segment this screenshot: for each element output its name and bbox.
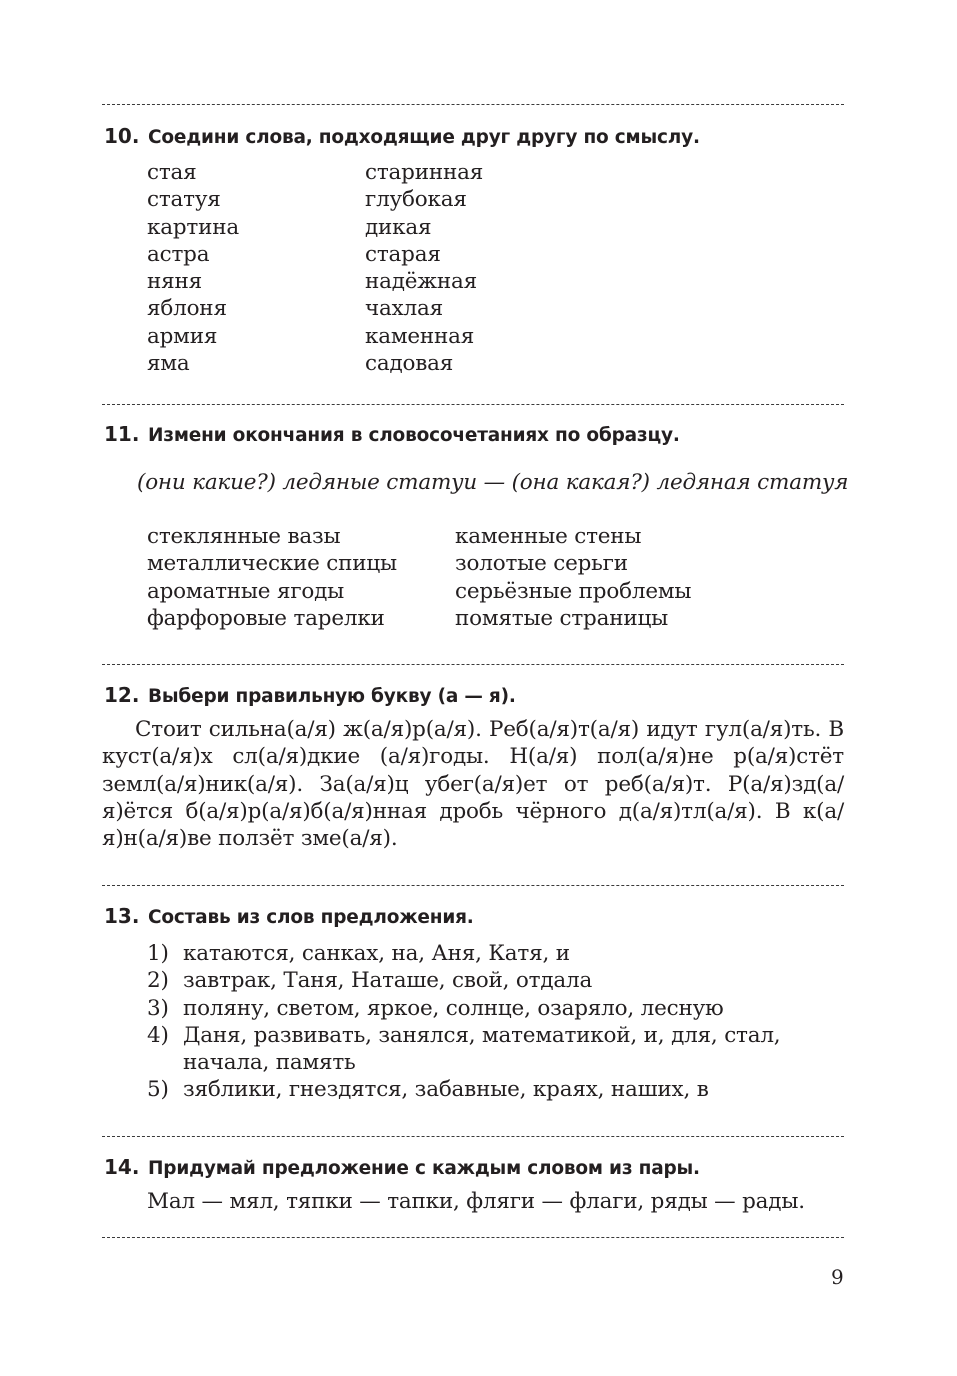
item-text: Даня, развивать, занялся, математикой, и, для, стал, начала, память	[183, 1022, 781, 1076]
list-item: астра	[147, 241, 210, 267]
task-10-heading	[104, 124, 700, 150]
task-10-number: 10.	[104, 124, 140, 148]
task-13-title: Составь из слов предложения.	[148, 907, 474, 928]
list-item: глубокая	[365, 187, 467, 213]
task-13-list	[147, 940, 847, 1104]
list-item	[147, 940, 847, 967]
list-item: картина	[147, 214, 239, 240]
task-12-title-prefix: Выбери правильную букву (	[148, 686, 446, 707]
list-item	[147, 995, 847, 1022]
task-11-title: Измени окончания в словосочетаниях по образцу.	[148, 425, 680, 446]
separator	[102, 104, 844, 105]
task-14-number: 14.	[104, 1155, 140, 1179]
list-item: статуя	[147, 187, 221, 213]
list-item: яма	[147, 351, 190, 377]
list-item: дикая	[365, 214, 432, 240]
list-item: золотые серьги	[455, 551, 628, 577]
item-text: зяблики, гнездятся, забавные, краях, наших, в	[183, 1077, 709, 1103]
item-number: 4)	[147, 1022, 169, 1048]
task-10-right-column	[365, 159, 483, 377]
list-item: яблоня	[147, 296, 227, 322]
task-13-number: 13.	[104, 904, 140, 928]
task-14-title: Придумай предложение с каждым словом из пары.	[148, 1158, 700, 1179]
task-11-heading	[104, 422, 680, 448]
item-number: 3)	[147, 995, 169, 1021]
task-12-title-suffix: ).	[500, 686, 516, 707]
list-item	[147, 1022, 847, 1077]
task-11-number: 11.	[104, 422, 140, 446]
list-item: стеклянные вазы	[147, 524, 341, 549]
task-12-text: Стоит сильна(а/я) ж(а/я)р(а/я). Реб(а/я)т(а/я) идут гул(а/я)ть. В куст(а/я)х сл(а/я)дкие (а/я)годы. Н(а/я) пол(а/я)не р(а/я)стёт земл(а/я)ник(а/я). За(а/я)ц убег(а/я)ет от реб(а/я)т. Р(а/я)зд(а/я)ётся б(а/я)р(а/я)б(а/я)нная дробь чёрного д(а/я)тл(а/я). В к(а/я)н(а/я)ве ползёт зме(а/я).	[102, 717, 844, 852]
task-11-example: (они какие?) ледяные статуи — (она какая?) ледяная статуя	[137, 470, 849, 495]
list-item: стая	[147, 160, 197, 185]
separator	[102, 404, 844, 405]
item-text: катаются, санках, на, Аня, Катя, и	[183, 941, 570, 966]
list-item: чахлая	[365, 296, 443, 322]
task-14-text: Мал — мял, тяпки — тапки, фляги — флаги, ряды — рады.	[147, 1189, 805, 1214]
list-item: садовая	[365, 351, 454, 377]
list-item: старинная	[365, 160, 484, 185]
list-item: серьёзные проблемы	[455, 578, 692, 604]
item-number: 2)	[147, 968, 169, 994]
task-12-number: 12.	[104, 683, 140, 707]
task-13-heading	[104, 904, 474, 930]
list-item: ароматные ягоды	[147, 578, 345, 604]
list-item: каменная	[365, 323, 475, 349]
task-14-heading	[104, 1155, 700, 1181]
item-number: 5)	[147, 1077, 169, 1103]
list-item: металлические спицы	[147, 551, 397, 577]
list-item	[147, 967, 847, 994]
list-item: каменные стены	[455, 524, 642, 549]
task-10-left-column	[147, 159, 239, 377]
separator	[102, 885, 844, 886]
list-item: надёжная	[365, 269, 477, 295]
task-12-title-letters: а — я	[445, 686, 501, 707]
item-number: 1)	[147, 941, 169, 966]
task-11-right-column	[455, 523, 691, 632]
list-item	[147, 1076, 847, 1103]
item-text: поляну, светом, яркое, солнце, озаряло, лесную	[183, 995, 724, 1021]
task-11-left-column	[147, 523, 397, 632]
list-item: помятые страницы	[455, 605, 669, 631]
list-item: старая	[365, 241, 441, 267]
task-12-heading	[104, 683, 516, 709]
separator	[102, 1136, 844, 1137]
list-item: армия	[147, 323, 218, 349]
separator	[102, 664, 844, 665]
task-12-paragraph	[102, 716, 844, 852]
list-item: фарфоровые тарелки	[147, 605, 385, 631]
task-10-title: Соедини слова, подходящие друг другу по смыслу.	[148, 127, 700, 148]
separator	[102, 1237, 844, 1238]
list-item: няня	[147, 269, 202, 295]
item-text: завтрак, Таня, Наташе, свой, отдала	[183, 968, 593, 994]
page-number: 9	[831, 1265, 844, 1289]
